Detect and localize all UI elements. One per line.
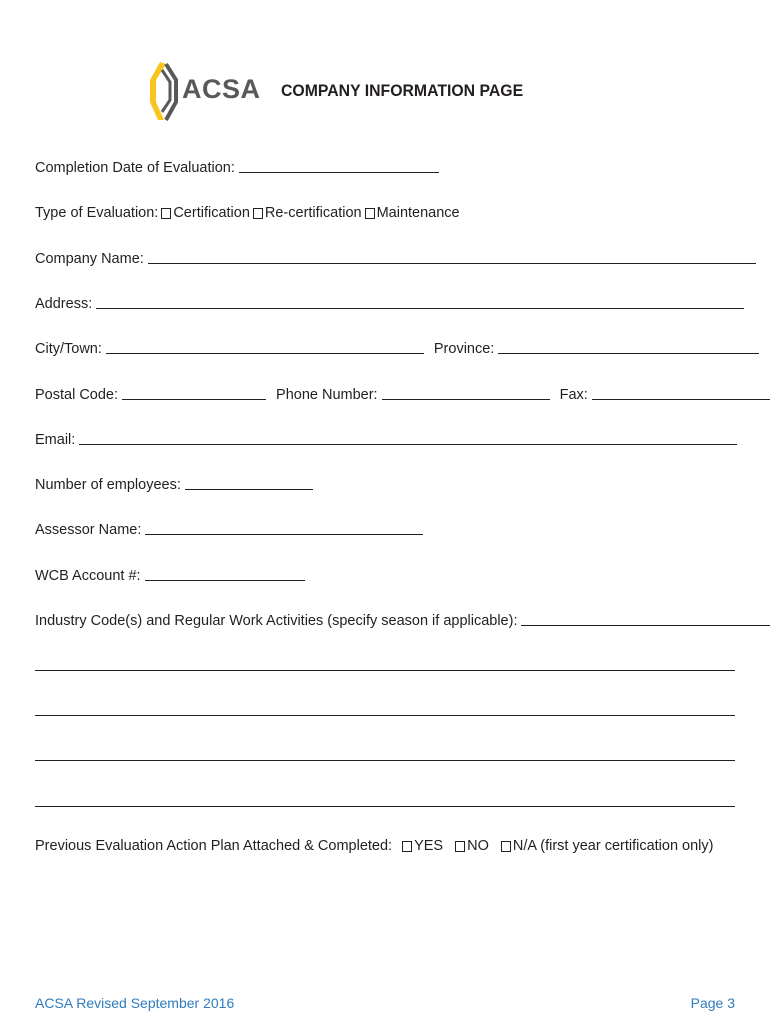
completion-date-label: Completion Date of Evaluation: [35, 160, 235, 176]
wcb-row [35, 568, 305, 584]
company-name-label: Company Name: [35, 251, 144, 267]
logo-text: ACSA [182, 74, 261, 104]
yes-checkbox[interactable] [402, 841, 412, 852]
industry-codes-line-5[interactable] [35, 806, 735, 807]
employees-field[interactable] [185, 489, 313, 490]
assessor-name-label: Assessor Name: [35, 522, 142, 538]
logo-mark-icon [146, 58, 186, 124]
employees-row [35, 477, 313, 493]
page-title: COMPANY INFORMATION PAGE [281, 81, 524, 100]
recertification-checkbox[interactable] [253, 208, 263, 219]
industry-codes-line-3[interactable] [35, 715, 735, 716]
industry-codes-line-4[interactable] [35, 760, 735, 761]
assessor-name-field[interactable] [145, 534, 423, 535]
employees-label: Number of employees: [35, 477, 181, 493]
city-label: City/Town: [35, 341, 102, 357]
completion-date-row [35, 160, 439, 176]
province-label: Province: [433, 341, 495, 357]
na-checkbox[interactable] [501, 841, 511, 852]
assessor-row [35, 522, 423, 538]
city-province-row [35, 341, 759, 357]
company-name-field[interactable] [148, 263, 756, 264]
email-label: Email: [35, 432, 76, 448]
completion-date-field[interactable] [239, 172, 439, 173]
maintenance-checkbox[interactable] [365, 208, 375, 219]
na-option-label: N/A (first year certification only) [512, 838, 714, 854]
evaluation-type-row [35, 205, 460, 221]
province-field[interactable] [498, 353, 759, 354]
industry-codes-label: Industry Code(s) and Regular Work Activities (specify season if applicable): [35, 613, 518, 629]
previous-evaluation-row [35, 838, 714, 854]
footer-revision: ACSA Revised September 2016 [35, 995, 235, 1011]
certification-option-label: Certification [173, 205, 250, 221]
company-name-row [35, 251, 756, 267]
address-label: Address: [35, 296, 93, 312]
postal-code-label: Postal Code: [35, 387, 119, 403]
phone-number-field[interactable] [382, 399, 550, 400]
address-field[interactable] [96, 308, 744, 309]
city-field[interactable] [106, 353, 424, 354]
fax-field[interactable] [592, 399, 770, 400]
certification-checkbox[interactable] [161, 208, 171, 219]
no-option-label: NO [467, 838, 489, 854]
maintenance-option-label: Maintenance [376, 205, 460, 221]
recertification-option-label: Re-certification [264, 205, 362, 221]
address-row [35, 296, 744, 312]
industry-codes-field[interactable] [521, 625, 770, 626]
postal-phone-fax-row [35, 387, 770, 403]
yes-option-label: YES [414, 838, 444, 854]
email-row [35, 432, 737, 448]
industry-row [35, 613, 770, 629]
wcb-account-field[interactable] [145, 580, 305, 581]
postal-code-field[interactable] [122, 399, 266, 400]
previous-evaluation-label: Previous Evaluation Action Plan Attached & Completed: [35, 838, 393, 854]
evaluation-type-label: Type of Evaluation: [35, 205, 159, 221]
fax-label: Fax: [559, 387, 588, 403]
industry-codes-line-2[interactable] [35, 670, 735, 671]
phone-number-label: Phone Number: [276, 387, 378, 403]
wcb-account-label: WCB Account #: [35, 568, 141, 584]
footer-page-number: Page 3 [690, 995, 735, 1011]
email-field[interactable] [79, 444, 737, 445]
no-checkbox[interactable] [455, 841, 465, 852]
